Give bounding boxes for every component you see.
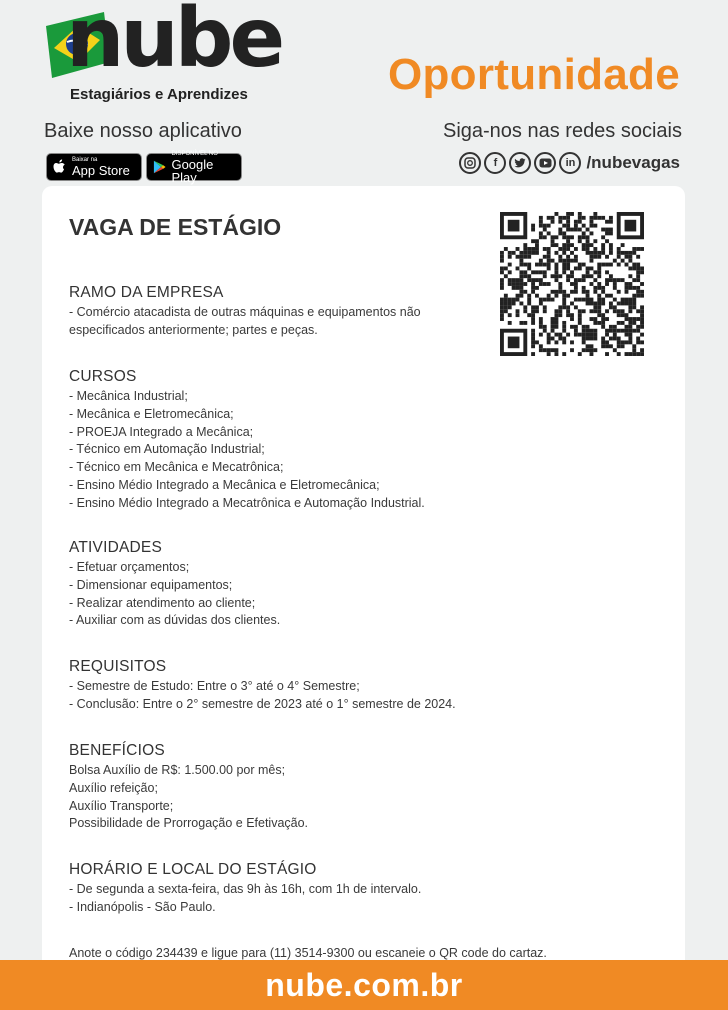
section-cursos — [69, 368, 509, 513]
section-line: - Mecânica Industrial; — [69, 389, 188, 403]
section-line: - Ensino Médio Integrado a Mecânica e Eletromecânica; — [69, 477, 380, 492]
section-heading: ATIVIDADES — [69, 539, 163, 556]
section-line: - Indianópolis - São Paulo. — [69, 899, 216, 914]
logo-subtitle: Estagiários e Aprendizes — [70, 86, 248, 103]
section-line: - De segunda a sexta-feira, das 9h às 16h, com 1h de intervalo. — [69, 882, 422, 896]
section-line: Auxílio refeição; — [69, 780, 158, 795]
job-card — [42, 186, 685, 976]
section-line: especificados anteriormente; partes e peças. — [69, 322, 318, 337]
page-title: Oportunidade — [387, 50, 680, 99]
social-handle[interactable]: /nubevagas — [586, 153, 680, 172]
nube-logo — [44, 0, 284, 108]
section-line: - Realizar atendimento ao cliente; — [69, 595, 256, 610]
logo-wordmark: nube — [66, 0, 282, 86]
job-title: VAGA DE ESTÁGIO — [69, 214, 282, 240]
website-link[interactable]: nube.com.br — [265, 966, 463, 1003]
google-play-button[interactable] — [146, 150, 242, 185]
youtube-icon[interactable] — [534, 152, 556, 174]
google-play-big-text: Google Play — [171, 156, 214, 185]
section-line: - Técnico em Automação Industrial; — [69, 442, 265, 457]
contact-note: Anote o código 234439 e ligue para (11) 3514-9300 ou escaneie o QR code do cartaz. — [69, 946, 547, 960]
section-requisitos — [69, 658, 509, 714]
section-line: Auxílio Transporte; — [69, 798, 174, 813]
section-heading: RAMO DA EMPRESA — [69, 284, 224, 301]
app-store-button[interactable] — [46, 153, 142, 181]
section-beneficios — [69, 742, 509, 833]
facebook-icon[interactable]: f — [484, 152, 506, 174]
section-line: - Auxiliar com as dúvidas dos clientes. — [69, 613, 281, 628]
social-follow-label: Siga-nos nas redes sociais — [442, 120, 682, 142]
app-store-small-text: Baixar na — [72, 157, 98, 163]
bottom-bar — [0, 960, 728, 1010]
section-heading: BENEFÍCIOS — [69, 742, 165, 759]
google-play-icon — [153, 159, 166, 175]
section-line: - Ensino Médio Integrado a Mecatrônica e Automação Industrial. — [69, 495, 425, 510]
app-download-label: Baixe nosso aplicativo — [44, 120, 242, 142]
section-line: - Mecânica e Eletromecânica; — [69, 406, 234, 421]
apple-icon — [53, 159, 67, 175]
section-line: - Efetuar orçamentos; — [69, 560, 190, 574]
section-line: - Dimensionar equipamentos; — [69, 577, 233, 592]
twitter-icon[interactable] — [509, 152, 531, 174]
google-play-small-text: DISPONÍVEL NO — [171, 150, 218, 157]
app-store-big-text: App Store — [72, 163, 130, 178]
section-heading: REQUISITOS — [69, 658, 167, 675]
section-ramo — [69, 284, 509, 340]
section-line: - Comércio atacadista de outras máquinas e equipamentos não — [69, 305, 421, 319]
section-horario-local — [69, 861, 509, 917]
section-heading: CURSOS — [69, 368, 137, 385]
section-line: - Semestre de Estudo: Entre o 3° até o 4° Semestre; — [69, 679, 360, 693]
section-line: Bolsa Auxílio de R$: 1.500.00 por mês; — [69, 763, 286, 777]
section-atividades — [69, 539, 509, 630]
section-line: - PROEJA Integrado a Mecânica; — [69, 424, 254, 439]
section-line: - Técnico em Mecânica e Mecatrônica; — [69, 460, 284, 475]
qr-code[interactable] — [500, 212, 644, 356]
section-line: Possibilidade de Prorrogação e Efetivação. — [69, 816, 309, 831]
social-links — [459, 152, 680, 174]
section-line: - Conclusão: Entre o 2° semestre de 2023 até o 1° semestre de 2024. — [69, 696, 456, 711]
linkedin-icon[interactable]: in — [559, 152, 581, 174]
instagram-icon[interactable] — [459, 152, 481, 174]
section-heading: HORÁRIO E LOCAL DO ESTÁGIO — [69, 861, 317, 878]
